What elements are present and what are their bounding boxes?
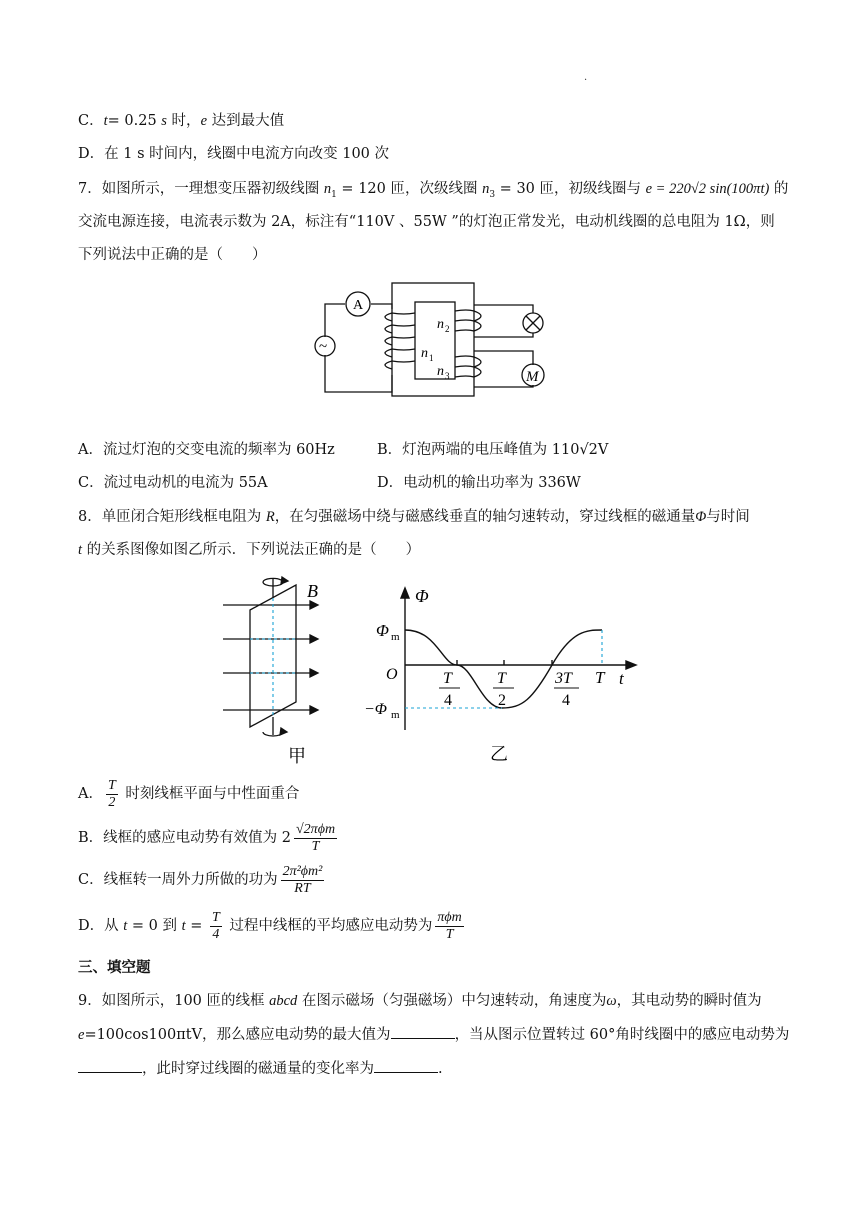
svg-text:3T: 3T: [555, 670, 572, 687]
svg-text:乙: 乙: [490, 744, 508, 764]
svg-text:Φ: Φ: [415, 586, 429, 606]
q8-option-b: B．线框的感应电动势有效值为 2 $\frac{\text{√2πϕm}}{T}$: [78, 821, 336, 854]
rotating-frame-figure: [218, 570, 338, 765]
svg-text:Φ: Φ: [376, 621, 389, 640]
svg-text:3: 3: [445, 371, 450, 381]
svg-text:n: n: [437, 364, 444, 379]
answer-blank-3[interactable]: [374, 1058, 438, 1073]
answer-blank-1[interactable]: [391, 1024, 455, 1039]
q6-option-d: D．在 1 s 时间内，线圈中电流方向改变 100 次: [78, 146, 390, 162]
ammeter-label: A: [353, 298, 364, 313]
svg-text:B: B: [307, 581, 318, 601]
q8-option-d: D．从 t = 0 到 t = $\frac{T}{4}$ 过程中线框的平均感应电动势为 $\frac{\text{πϕm}}{T}$: [78, 909, 462, 942]
ac-source-icon: ~: [319, 339, 328, 355]
answer-blank-2[interactable]: [78, 1058, 142, 1073]
transformer-circuit-figure: [305, 275, 565, 410]
q6-option-c: C．t= 0.25 s 时，e 达到最大值: [78, 113, 285, 129]
svg-text:甲: 甲: [288, 746, 306, 765]
q8-option-c: C．线框转一周外力所做的功为 $\frac{\text{2π²ϕm²}}{RT}$: [78, 863, 323, 896]
section-title-fill-in: 三、填空题: [78, 960, 151, 976]
svg-text:n: n: [421, 346, 428, 361]
svg-text:2: 2: [445, 324, 450, 334]
svg-text:T: T: [443, 670, 452, 687]
q7-option-b: B．灯泡两端的电压峰值为 110√2V: [377, 442, 609, 458]
q8-option-a: A． $\frac{T}{2}$ 时刻线框平面与中性面重合: [78, 777, 300, 810]
svg-text:t: t: [619, 669, 624, 688]
flux-time-graph: [362, 580, 652, 765]
q9-stem-line3: ，此时穿过线圈的磁通量的变化率为 .: [78, 1058, 790, 1079]
q7-stem-line3: 下列说法中正确的是（ ）: [78, 247, 267, 263]
svg-text:T: T: [595, 668, 605, 687]
motor-label: M: [526, 369, 539, 385]
q8-stem-line2: t 的关系图像如图乙所示．下列说法正确的是（ ）: [78, 542, 421, 558]
svg-text:1: 1: [429, 353, 434, 363]
top-dot: .: [584, 72, 588, 83]
svg-text:T: T: [497, 670, 506, 687]
q9-stem-line1: 9．如图所示，100 匝的线框 abcd 在图示磁场（匀强磁场）中匀速转动，角速度为ω，其电动势的瞬时值为: [78, 993, 762, 1009]
q7-option-a: A．流过灯泡的交变电流的频率为 60Hz: [78, 442, 335, 458]
svg-text:4: 4: [562, 692, 570, 709]
svg-text:4: 4: [444, 692, 452, 709]
svg-text:n: n: [437, 317, 444, 332]
q7-stem-line1: 7．如图所示，一理想变压器初级线圈 $n_1 = 120$ 匝，次级线圈 $n_3 = 30$ 匝，初级线圈与 e = 220√2 sin(100πt) 的: [78, 181, 789, 200]
q8-stem-line1: 8．单匝闭合矩形线框电阻为 R，在匀强磁场中绕与磁感线垂直的轴匀速转动，穿过线框的磁通量Φ与时间: [78, 509, 750, 525]
svg-text:−Φ: −Φ: [364, 701, 387, 718]
q7-option-d: D．电动机的输出功率为 336W: [377, 475, 581, 491]
q7-stem-line2: 交流电源连接，电流表示数为 2A，标注有“110V 、55W ”的灯泡正常发光，电动机线圈的总电阻为 1Ω，则: [78, 214, 775, 230]
svg-text:m: m: [391, 709, 400, 721]
q7-option-c: C．流过电动机的电流为 55A: [78, 475, 268, 491]
svg-text:O: O: [386, 666, 398, 683]
q9-stem-line2: e=100cos100πtV，那么感应电动势的最大值为 ，当从图示位置转过 60°角时线圈中的感应电动势为: [78, 1024, 790, 1045]
svg-text:m: m: [391, 631, 400, 643]
svg-text:2: 2: [498, 692, 506, 709]
